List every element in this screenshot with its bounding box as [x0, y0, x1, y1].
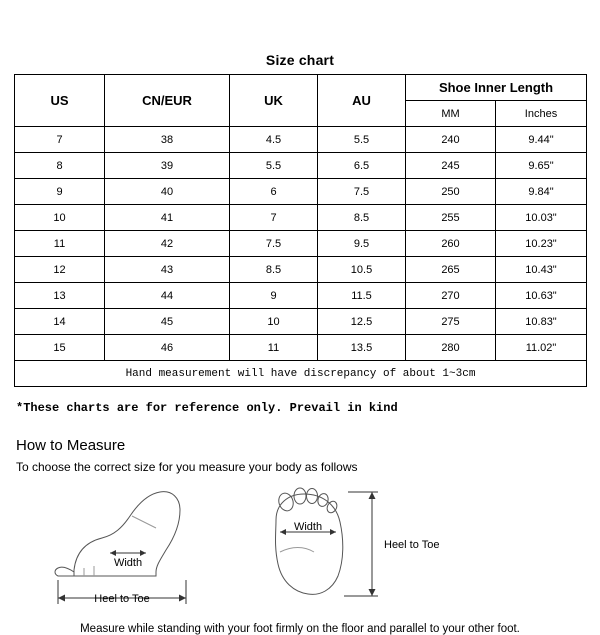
table-row: [15, 283, 587, 309]
cell-inches: 9.65": [496, 153, 587, 179]
cell-us: 11: [15, 231, 105, 257]
cell-au: 9.5: [318, 231, 406, 257]
cell-mm: 260: [406, 231, 496, 257]
cell-mm: 275: [406, 309, 496, 335]
cell-au: 7.5: [318, 179, 406, 205]
cell-inches: 11.02": [496, 335, 587, 361]
top-view-length-label: Heel to Toe: [384, 539, 440, 551]
cell-mm: 255: [406, 205, 496, 231]
cell-cneur: 44: [105, 283, 230, 309]
column-header-us: US: [15, 75, 105, 127]
cell-uk: 7: [230, 205, 318, 231]
how-to-measure-heading: How to Measure: [16, 437, 126, 454]
cell-cneur: 41: [105, 205, 230, 231]
foot-measurement-illustration: [14, 480, 586, 615]
cell-mm: 280: [406, 335, 496, 361]
table-row: [15, 257, 587, 283]
cell-us: 10: [15, 205, 105, 231]
cell-cneur: 43: [105, 257, 230, 283]
column-header-inches: Inches: [496, 101, 587, 127]
cell-us: 9: [15, 179, 105, 205]
cell-us: 7: [15, 127, 105, 153]
column-header-cneur: CN/EUR: [105, 75, 230, 127]
table-footer-row: [15, 361, 587, 387]
cell-cneur: 45: [105, 309, 230, 335]
cell-uk: 8.5: [230, 257, 318, 283]
table-row: [15, 231, 587, 257]
table-row: [15, 127, 587, 153]
column-header-uk: UK: [230, 75, 318, 127]
side-view-foot-diagram: [55, 492, 186, 604]
cell-inches: 9.44": [496, 127, 587, 153]
cell-uk: 4.5: [230, 127, 318, 153]
cell-au: 12.5: [318, 309, 406, 335]
side-view-width-label: Width: [113, 557, 143, 569]
table-header-row-1: [15, 75, 587, 101]
table-header: [15, 75, 587, 127]
how-to-measure-subheading: To choose the correct size for you measure your body as follows: [16, 460, 358, 474]
cell-inches: 10.03": [496, 205, 587, 231]
cell-mm: 245: [406, 153, 496, 179]
column-header-mm: MM: [406, 101, 496, 127]
table-body: [15, 127, 587, 387]
cell-us: 12: [15, 257, 105, 283]
measurement-diagrams: [14, 480, 586, 615]
column-header-shoe-inner-length: Shoe Inner Length: [406, 75, 587, 101]
cell-inches: 10.23": [496, 231, 587, 257]
cell-uk: 9: [230, 283, 318, 309]
cell-uk: 6: [230, 179, 318, 205]
top-view-width-label: Width: [293, 521, 323, 533]
cell-cneur: 42: [105, 231, 230, 257]
cell-mm: 250: [406, 179, 496, 205]
cell-mm: 265: [406, 257, 496, 283]
cell-au: 6.5: [318, 153, 406, 179]
page-title: Size chart: [265, 52, 335, 68]
cell-au: 11.5: [318, 283, 406, 309]
cell-cneur: 46: [105, 335, 230, 361]
column-header-au: AU: [318, 75, 406, 127]
measure-instruction-footer: Measure while standing with your foot firmly on the floor and parallel to your other foot.: [80, 623, 520, 635]
cell-au: 5.5: [318, 127, 406, 153]
cell-uk: 5.5: [230, 153, 318, 179]
table-row: [15, 309, 587, 335]
table-row: [15, 179, 587, 205]
cell-uk: 10: [230, 309, 318, 335]
cell-inches: 10.83": [496, 309, 587, 335]
cell-inches: 10.63": [496, 283, 587, 309]
cell-mm: 240: [406, 127, 496, 153]
top-view-foot-diagram: [276, 488, 379, 596]
table-row: [15, 153, 587, 179]
cell-cneur: 39: [105, 153, 230, 179]
cell-us: 8: [15, 153, 105, 179]
cell-us: 14: [15, 309, 105, 335]
hand-measurement-note: Hand measurement will have discrepancy of about 1~3cm: [15, 361, 587, 387]
table-row: [15, 335, 587, 361]
cell-au: 10.5: [318, 257, 406, 283]
cell-us: 13: [15, 283, 105, 309]
cell-cneur: 40: [105, 179, 230, 205]
cell-uk: 7.5: [230, 231, 318, 257]
cell-cneur: 38: [105, 127, 230, 153]
side-view-length-label: Heel to Toe: [94, 593, 150, 605]
cell-mm: 270: [406, 283, 496, 309]
cell-us: 15: [15, 335, 105, 361]
cell-inches: 10.43": [496, 257, 587, 283]
cell-inches: 9.84": [496, 179, 587, 205]
cell-au: 8.5: [318, 205, 406, 231]
table-row: [15, 205, 587, 231]
reference-only-note: *These charts are for reference only. Prevail in kind: [16, 401, 398, 415]
cell-uk: 11: [230, 335, 318, 361]
cell-au: 13.5: [318, 335, 406, 361]
size-chart-table: [14, 74, 587, 387]
